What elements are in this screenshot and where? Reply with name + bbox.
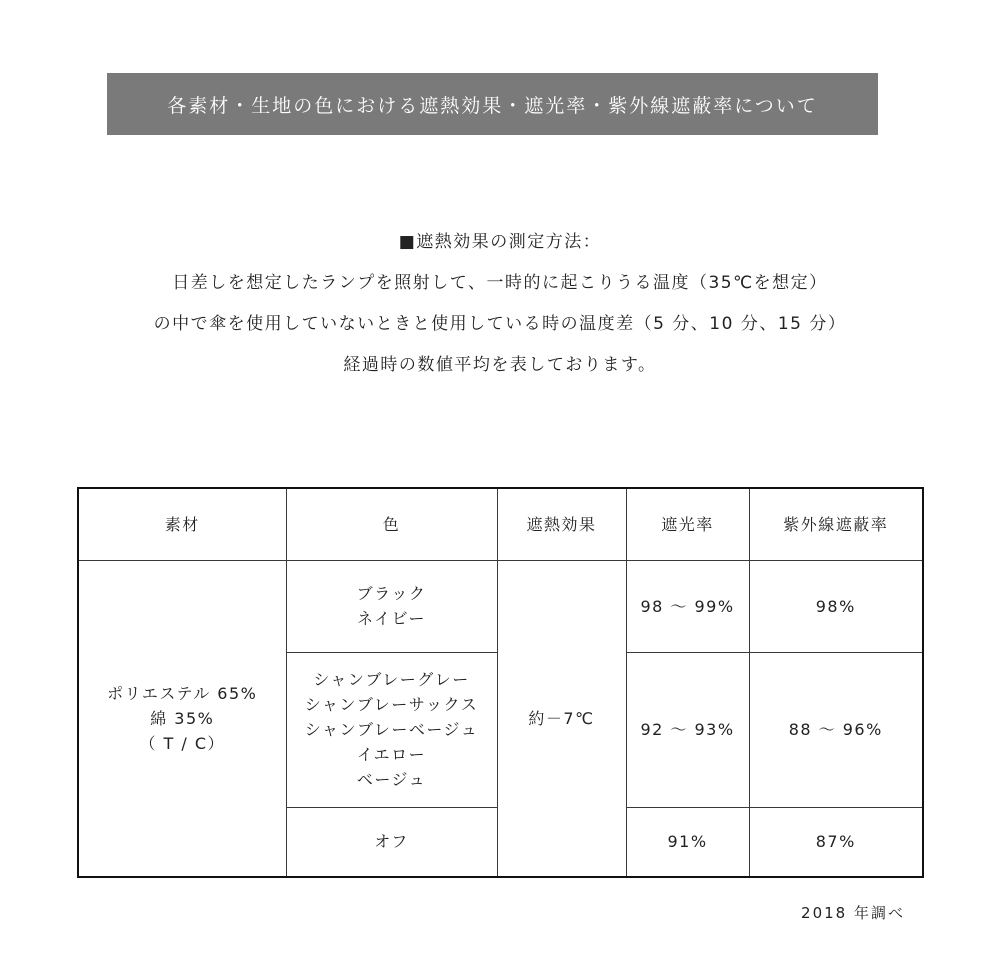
color-name: ブラック	[356, 584, 427, 603]
heat-effect-cell: 約－7℃	[497, 560, 626, 877]
page-title: 各素材・生地の色における遮熱効果・遮光率・紫外線遮蔽率について	[167, 94, 818, 117]
title-banner	[107, 73, 878, 135]
survey-year-note: 2018 年調べ	[801, 904, 905, 922]
color-name: シャンブレーベージュ	[304, 720, 479, 739]
material-line: 綿 35%	[150, 708, 215, 728]
uv-cell: 98%	[749, 560, 923, 652]
color-name: ネイビー	[356, 609, 427, 628]
header-shading-rate: 遮光率	[626, 488, 749, 560]
method-line-2: の中で傘を使用していないときと使用している時の温度差（5 分、10 分、15 分）	[153, 314, 847, 334]
color-cell	[286, 560, 497, 652]
color-name: シャンブレーサックス	[304, 695, 479, 714]
color-name: オフ	[374, 832, 409, 852]
color-name: ベージュ	[356, 770, 427, 789]
shading-cell: 92 ～ 93%	[626, 652, 749, 807]
shading-cell: 98 ～ 99%	[626, 560, 749, 652]
color-cell	[286, 652, 497, 807]
header-material: 素材	[78, 488, 286, 560]
material-line: ポリエステル 65%	[107, 683, 258, 703]
color-name: シャンブレーグレー	[313, 670, 470, 689]
color-cell	[286, 807, 497, 877]
header-heat-effect: 遮熱効果	[497, 488, 626, 560]
color-name: イエロー	[356, 745, 427, 764]
uv-cell: 88 ～ 96%	[749, 652, 923, 807]
spec-table	[77, 487, 924, 878]
uv-cell: 87%	[749, 807, 923, 877]
header-uv-rate: 紫外線遮蔽率	[749, 488, 923, 560]
material-line: （ T / C）	[139, 733, 226, 753]
method-line-3: 経過時の数値平均を表しております。	[343, 355, 657, 375]
material-cell	[78, 560, 286, 877]
header-color: 色	[286, 488, 497, 560]
measurement-method	[0, 222, 1000, 386]
shading-cell: 91%	[626, 807, 749, 877]
method-line-1: 日差しを想定したランプを照射して、一時的に起こりうる温度（35℃を想定）	[172, 273, 828, 293]
table-row	[78, 560, 923, 652]
method-heading: ■遮熱効果の測定方法：	[398, 232, 602, 252]
table-header-row	[78, 488, 923, 560]
